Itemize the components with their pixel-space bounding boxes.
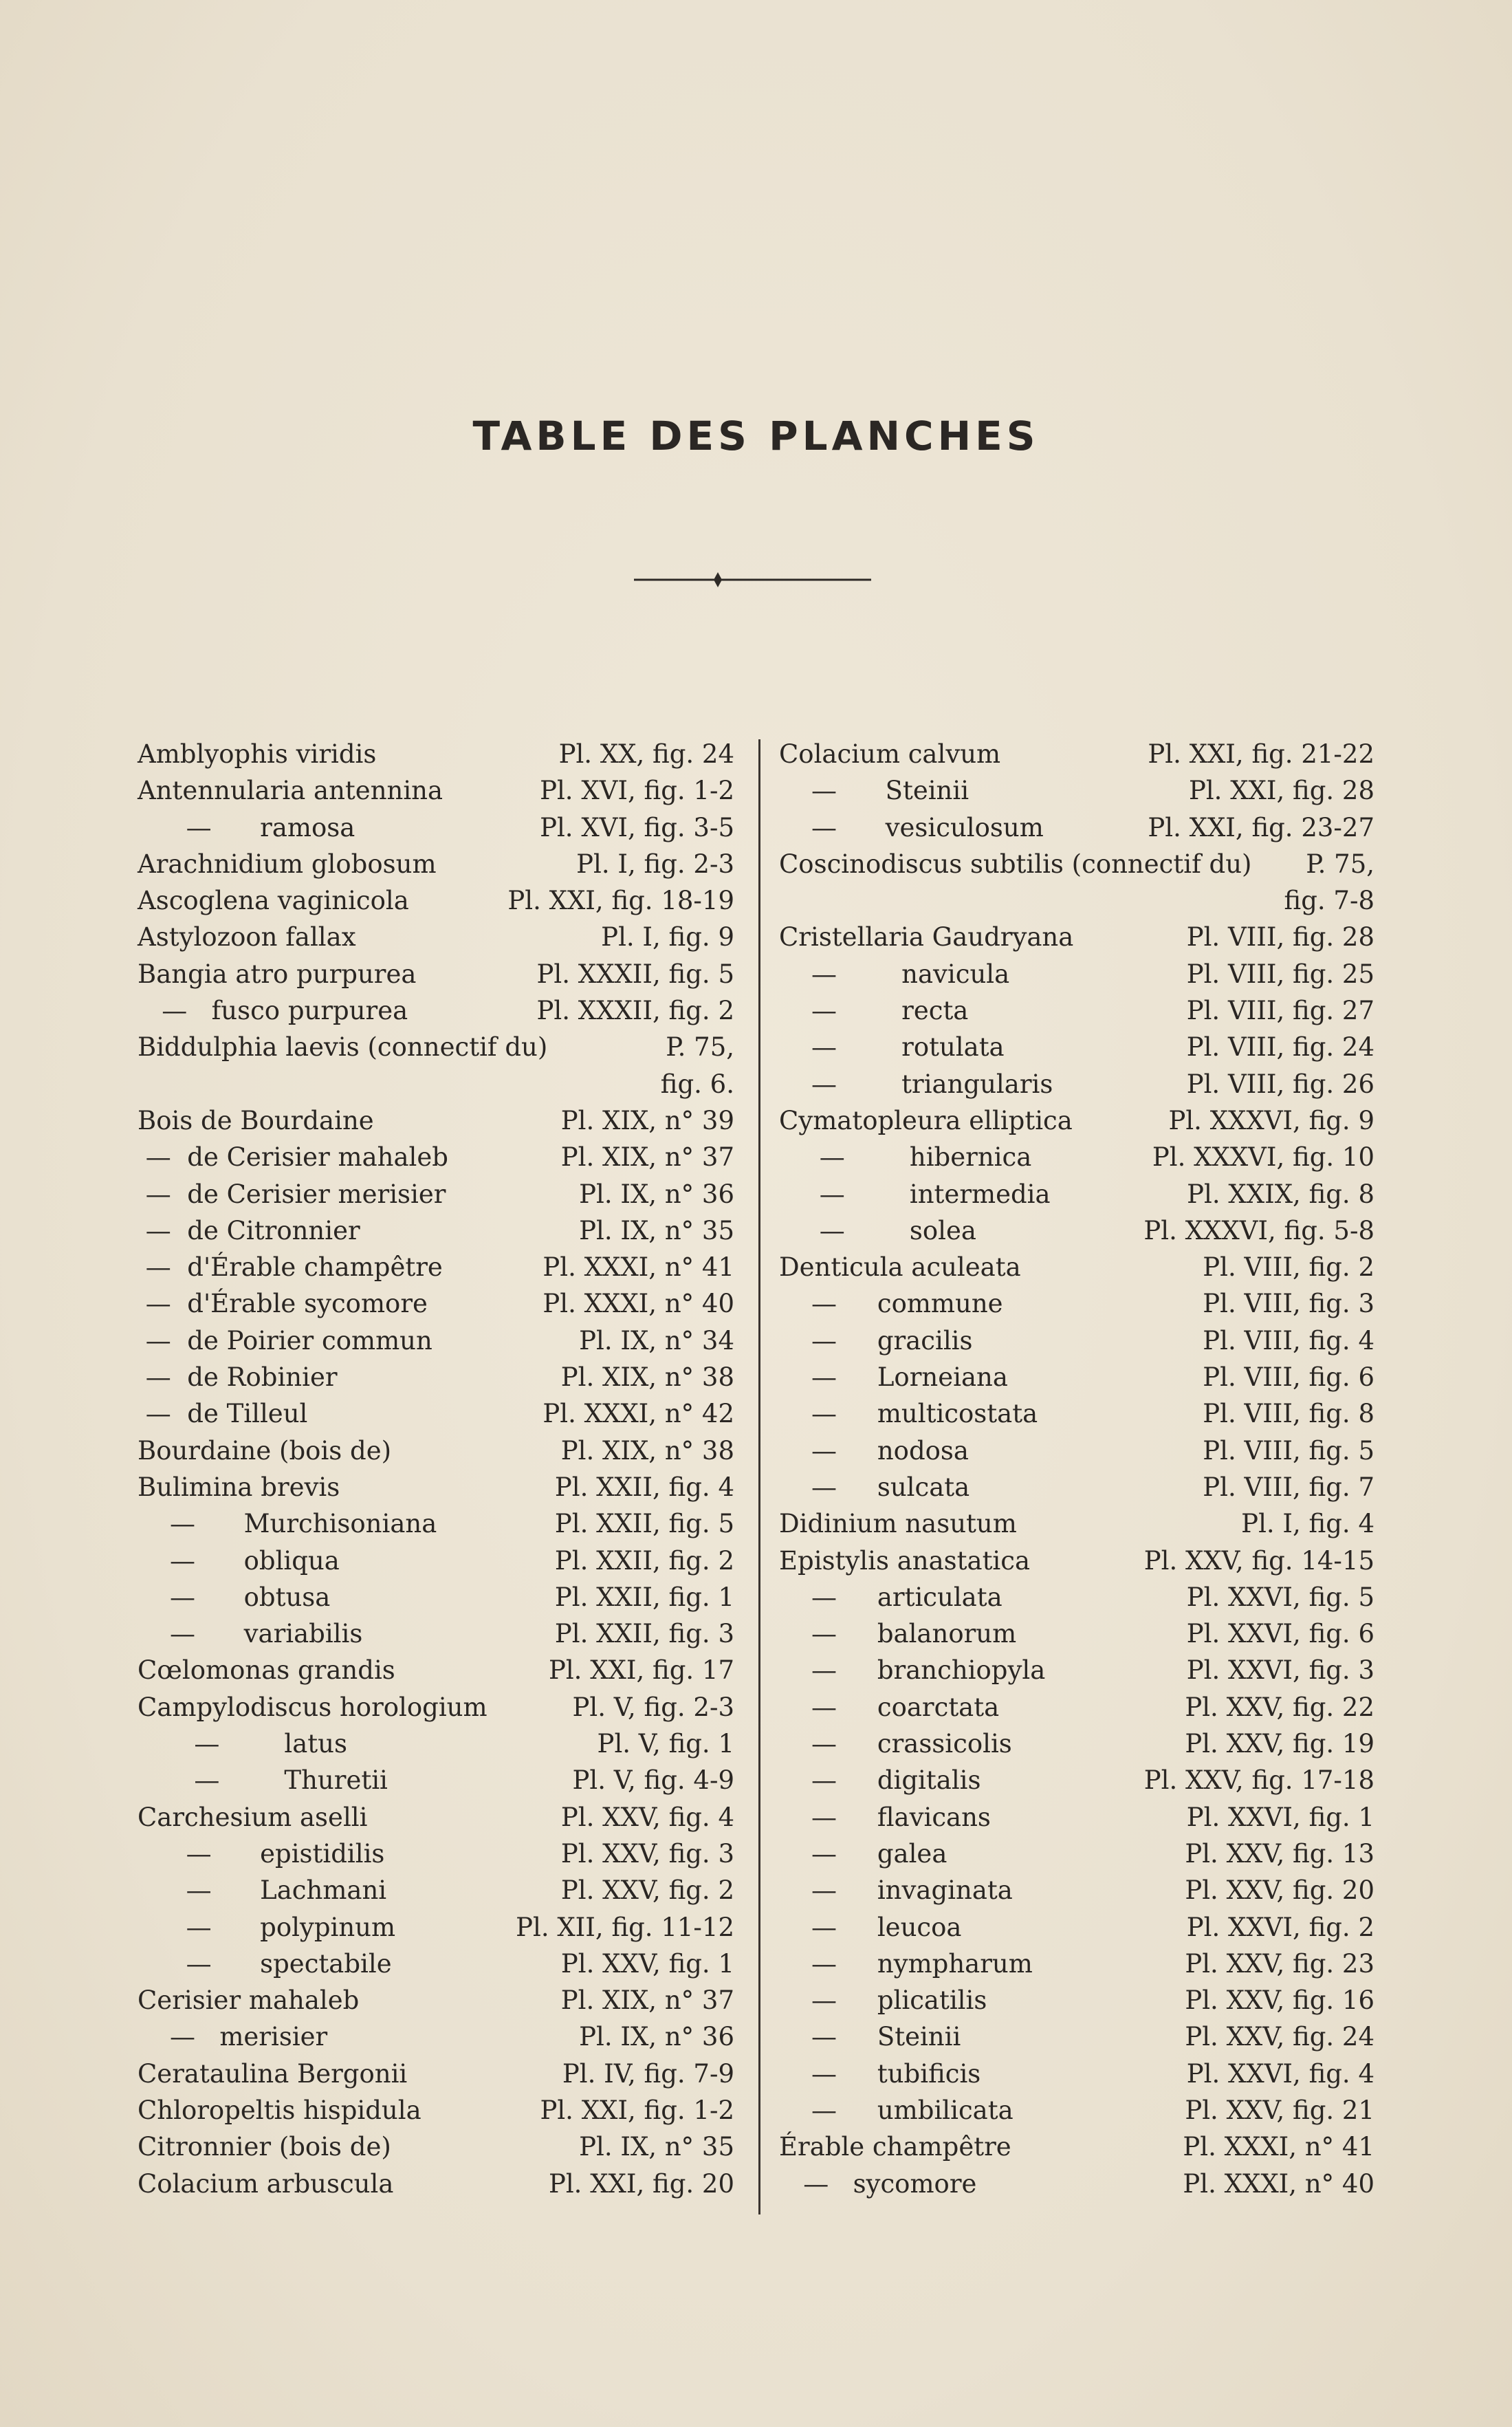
index-entry (138, 1872, 734, 1908)
plate-reference: Pl. XII, fig. 11-12 (516, 1912, 734, 1942)
plate-reference: Pl. XVI, fig. 1-2 (540, 776, 734, 806)
index-entry (138, 882, 734, 919)
index-entry (779, 2166, 1374, 2202)
plate-reference: Pl. XXI, fig. 17 (548, 1655, 734, 1686)
plate-reference: Pl. VIII, fig. 28 (1186, 922, 1374, 953)
index-entry (138, 1395, 734, 1432)
plate-reference: Pl. XIX, n° 39 (560, 1105, 734, 1135)
entry-name: — ramosa (138, 812, 355, 842)
plate-reference: Pl. VIII, fig. 4 (1203, 1325, 1374, 1356)
entry-name: — Murchisoniana (138, 1509, 437, 1539)
index-entry (779, 1102, 1374, 1139)
index-entry (138, 2056, 734, 2092)
index-entry (138, 1946, 734, 1982)
entry-name: — de Citronnier (138, 1215, 360, 1245)
plate-reference: Pl. XXV, fig. 24 (1185, 2022, 1374, 2052)
entry-name: — sycomore (779, 2168, 977, 2199)
plate-reference: P. 75, (666, 1032, 734, 1063)
index-entry (138, 2129, 734, 2165)
index-entry (779, 1615, 1374, 1652)
index-entry (138, 2166, 734, 2202)
entry-name: Coscinodiscus subtilis (connectif du) (779, 849, 1252, 879)
plate-reference: Pl. XXXI, n° 41 (543, 1252, 734, 1283)
plate-reference: Pl. I, fig. 9 (601, 922, 734, 953)
entry-name: — Lachmani (138, 1875, 387, 1906)
plate-reference: Pl. XXXII, fig. 5 (536, 959, 734, 989)
entry-name: — vesiculosum (779, 812, 1044, 842)
index-entry (138, 2092, 734, 2129)
entry-name: Bourdaine (bois de) (138, 1435, 392, 1466)
plate-reference: Pl. XXXVI, fig. 10 (1152, 1142, 1374, 1173)
entry-name: — Steinii (779, 2022, 961, 2052)
index-entry (138, 1909, 734, 1946)
entry-name: — branchiopyla (779, 1655, 1046, 1686)
index-entry (138, 1433, 734, 1469)
index-entry (138, 1469, 734, 1505)
entry-name: — crassicolis (779, 1729, 1012, 1759)
index-entry (779, 1726, 1374, 1762)
plate-reference: Pl. XXV, fig. 3 (560, 1838, 734, 1869)
index-entry (138, 1323, 734, 1359)
index-entry (779, 809, 1374, 846)
index-entry (138, 736, 734, 772)
plate-reference: Pl. XXV, fig. 22 (1185, 1692, 1374, 1722)
plate-reference: Pl. VIII, fig. 25 (1186, 959, 1374, 989)
index-entry (138, 2018, 734, 2055)
plate-reference: Pl. XIX, n° 37 (560, 1142, 734, 1173)
index-entry (779, 1982, 1374, 2018)
plate-reference: Pl. XXXI, n° 42 (543, 1399, 734, 1429)
index-entry (779, 1176, 1374, 1212)
entry-name: — navicula (779, 959, 1010, 989)
index-entry (779, 1066, 1374, 1102)
entry-name: — merisier (138, 2022, 328, 2052)
entry-name: Antennularia antennina (138, 776, 443, 806)
entry-name: — digitalis (779, 1765, 981, 1796)
index-entry (779, 736, 1374, 772)
entry-name: — tubificis (779, 2058, 981, 2089)
entry-name: Érable champêtre (779, 2132, 1011, 2162)
index-entry (779, 1689, 1374, 1726)
index-entry (138, 1579, 734, 1615)
index-entry (138, 1029, 734, 1065)
plate-reference: Pl. XXI, fig. 28 (1188, 776, 1374, 806)
plate-reference: Pl. VIII, fig. 8 (1203, 1399, 1374, 1429)
entry-name: Ascoglena vaginicola (138, 886, 409, 916)
index-entry (779, 1469, 1374, 1505)
plate-reference: Pl. XXV, fig. 4 (560, 1802, 734, 1832)
plate-reference: Pl. XXV, fig. 20 (1185, 1875, 1374, 1906)
entry-name: — galea (779, 1838, 947, 1869)
entry-name: — spectabile (138, 1948, 392, 1979)
plate-reference: Pl. XXV, fig. 21 (1185, 2095, 1374, 2125)
plate-reference: Pl. V, fig. 2-3 (572, 1692, 734, 1722)
entry-name: — fusco purpurea (138, 996, 408, 1026)
plate-reference: Pl. XIX, n° 38 (560, 1362, 734, 1393)
plate-reference: Pl. IX, n° 36 (579, 1179, 734, 1209)
plate-reference: Pl. XXXI, n° 40 (543, 1289, 734, 1319)
entry-name: — variabilis (138, 1619, 363, 1649)
index-entry (138, 1285, 734, 1322)
entry-name: Chloropeltis hispidula (138, 2095, 421, 2125)
plate-reference: Pl. XXIX, fig. 8 (1187, 1179, 1374, 1209)
index-entry (779, 1762, 1374, 1798)
plate-reference: Pl. XXXI, n° 40 (1183, 2168, 1374, 2199)
entry-name: Bulimina brevis (138, 1472, 340, 1502)
index-entry (779, 1946, 1374, 1982)
entry-name: — de Cerisier merisier (138, 1179, 446, 1209)
plate-reference: Pl. XVI, fig. 3-5 (540, 812, 734, 842)
index-entry (779, 1212, 1374, 1249)
plate-reference: fig. 6. (660, 1069, 734, 1099)
plate-reference: Pl. VIII, fig. 5 (1203, 1435, 1374, 1466)
index-entry (779, 1139, 1374, 1175)
index-entry (779, 1652, 1374, 1688)
index-entry (138, 1689, 734, 1726)
entry-name: — hibernica (779, 1142, 1032, 1173)
index-entry (779, 1323, 1374, 1359)
entry-name: — coarctata (779, 1692, 1000, 1722)
index-column-right (779, 736, 1374, 2202)
plate-reference: Pl. XXII, fig. 5 (554, 1509, 734, 1539)
index-entry (138, 1982, 734, 2018)
plate-reference: Pl. XXVI, fig. 2 (1186, 1912, 1374, 1942)
index-entry (138, 846, 734, 882)
entry-name: — flavicans (779, 1802, 991, 1832)
plate-reference: Pl. VIII, fig. 6 (1203, 1362, 1374, 1393)
plate-reference: Pl. IX, n° 34 (579, 1325, 734, 1356)
entry-name: Epistylis anastatica (779, 1545, 1031, 1576)
entry-name: Citronnier (bois de) (138, 2132, 391, 2162)
index-entry (779, 846, 1374, 882)
entry-name: — umbilicata (779, 2095, 1014, 2125)
index-entry (138, 919, 734, 955)
index-entry (138, 956, 734, 992)
plate-reference: Pl. XXI, fig. 21-22 (1148, 739, 1374, 769)
plate-reference: Pl. V, fig. 1 (597, 1729, 734, 1759)
entry-name: — Steinii (779, 776, 969, 806)
index-entry (138, 1799, 734, 1836)
entry-name: — triangularis (779, 1069, 1053, 1099)
index-entry (779, 2129, 1374, 2165)
index-entry (138, 1505, 734, 1542)
plate-reference: Pl. XXII, fig. 1 (554, 1582, 734, 1612)
index-entry (779, 1359, 1374, 1395)
index-entry (138, 1102, 734, 1139)
entry-name: Cerisier mahaleb (138, 1985, 360, 2016)
index-entry (138, 1139, 734, 1175)
plate-reference: Pl. XXI, fig. 20 (548, 2168, 734, 2199)
entry-name: — intermedia (779, 1179, 1051, 1209)
index-entry (138, 1066, 734, 1102)
plate-reference: Pl. IX, n° 35 (579, 1215, 734, 1245)
index-entry (779, 1579, 1374, 1615)
plate-reference: Pl. XXV, fig. 16 (1185, 1985, 1374, 2016)
entry-name: — nympharum (779, 1948, 1033, 1979)
plate-reference: fig. 7-8 (1284, 886, 1374, 916)
plate-reference: Pl. XXVI, fig. 1 (1186, 1802, 1374, 1832)
plate-reference: Pl. XXXII, fig. 2 (536, 996, 734, 1026)
index-entry (779, 2056, 1374, 2092)
plate-reference: Pl. XXII, fig. 2 (554, 1545, 734, 1576)
entry-name: Bois de Bourdaine (138, 1105, 374, 1135)
plate-reference: Pl. IX, n° 36 (579, 2022, 734, 2052)
entry-name: — polypinum (138, 1912, 396, 1942)
entry-name: Denticula aculeata (779, 1252, 1021, 1283)
page-title: TABLE DES PLANCHES (472, 413, 1040, 459)
plate-reference: Pl. XXXVI, fig. 9 (1168, 1105, 1374, 1135)
plate-reference: Pl. XXV, fig. 2 (560, 1875, 734, 1906)
entry-name: — d'Érable sycomore (138, 1289, 428, 1319)
plate-reference: Pl. XXV, fig. 13 (1185, 1838, 1374, 1869)
index-entry (138, 1726, 734, 1762)
index-entry (138, 1359, 734, 1395)
entry-name: Carchesium aselli (138, 1802, 368, 1832)
plate-reference: Pl. XXV, fig. 19 (1185, 1729, 1374, 1759)
index-entry (779, 1836, 1374, 1872)
entry-name: Amblyophis viridis (138, 739, 377, 769)
entry-name: Colacium calvum (779, 739, 1001, 769)
index-entry (779, 1029, 1374, 1065)
index-entry (779, 1799, 1374, 1836)
index-entry (779, 1433, 1374, 1469)
entry-name: — de Tilleul (138, 1399, 308, 1429)
plate-reference: Pl. VIII, fig. 3 (1203, 1289, 1374, 1319)
index-entry (779, 919, 1374, 955)
index-entry (779, 772, 1374, 809)
index-entry (779, 2018, 1374, 2055)
index-entry (779, 1872, 1374, 1908)
entry-name: — plicatilis (779, 1985, 987, 2016)
entry-name: Cymatopleura elliptica (779, 1105, 1073, 1135)
index-entry (138, 1176, 734, 1212)
index-entry (138, 809, 734, 846)
entry-name: — sulcata (779, 1472, 970, 1502)
entry-name: — articulata (779, 1582, 1002, 1612)
plate-reference: Pl. XXV, fig. 1 (560, 1948, 734, 1979)
plate-reference: Pl. XXXI, n° 41 (1183, 2132, 1374, 2162)
plate-reference: Pl. I, fig. 2-3 (576, 849, 734, 879)
plate-reference: Pl. V, fig. 4-9 (572, 1765, 734, 1796)
index-entry (779, 1285, 1374, 1322)
plate-reference: P. 75, (1306, 849, 1374, 879)
index-entry (779, 956, 1374, 992)
index-entry (779, 2092, 1374, 2129)
plate-reference: Pl. XXII, fig. 4 (554, 1472, 734, 1502)
entry-name: Cerataulina Bergonii (138, 2058, 408, 2089)
plate-reference: Pl. XXII, fig. 3 (554, 1619, 734, 1649)
plate-reference: Pl. XXI, fig. 1-2 (540, 2095, 734, 2125)
entry-name: — balanorum (779, 1619, 1017, 1649)
entry-name: — multicostata (779, 1399, 1038, 1429)
entry-name: Arachnidium globosum (138, 849, 437, 879)
index-entry (138, 992, 734, 1029)
entry-name: — gracilis (779, 1325, 973, 1356)
index-entry (138, 1762, 734, 1798)
plate-reference: Pl. VIII, fig. 24 (1186, 1032, 1374, 1063)
index-entry (779, 882, 1374, 919)
index-entry (138, 1543, 734, 1579)
plate-reference: Pl. XIX, n° 38 (560, 1435, 734, 1466)
entry-name: Astylozoon fallax (138, 922, 356, 953)
entry-name: Bangia atro purpurea (138, 959, 417, 989)
plate-reference: Pl. XIX, n° 37 (560, 1985, 734, 2016)
index-entry (138, 1652, 734, 1688)
plate-reference: Pl. XX, fig. 24 (558, 739, 734, 769)
entry-name: Campylodiscus horologium (138, 1692, 487, 1722)
index-entry (779, 992, 1374, 1029)
plate-reference: Pl. VIII, fig. 2 (1203, 1252, 1374, 1283)
plate-reference: Pl. VIII, fig. 7 (1203, 1472, 1374, 1502)
plate-reference: Pl. XXV, fig. 23 (1185, 1948, 1374, 1979)
entry-name: — latus (138, 1729, 347, 1759)
plate-reference: Pl. XXI, fig. 23-27 (1148, 812, 1374, 842)
plate-reference: Pl. I, fig. 4 (1241, 1509, 1374, 1539)
index-entry (779, 1543, 1374, 1579)
index-entry (138, 1249, 734, 1285)
entry-name: — Lorneiana (779, 1362, 1008, 1393)
plate-reference: Pl. XXXVI, fig. 5-8 (1143, 1215, 1374, 1245)
entry-name: Didinium nasutum (779, 1509, 1017, 1539)
entry-name: — invaginata (779, 1875, 1013, 1906)
index-entry (138, 1615, 734, 1652)
index-entry (138, 772, 734, 809)
plate-reference: Pl. XXVI, fig. 3 (1186, 1655, 1374, 1686)
entry-name: Cristellaria Gaudryana (779, 922, 1074, 953)
plate-reference: Pl. XXV, fig. 17-18 (1143, 1765, 1374, 1796)
entry-name: — epistidilis (138, 1838, 385, 1869)
plate-reference: Pl. IX, n° 35 (579, 2132, 734, 2162)
entry-name: Biddulphia laevis (connectif du) (138, 1032, 548, 1063)
entry-name: — recta (779, 996, 969, 1026)
index-entry (779, 1395, 1374, 1432)
entry-name: — solea (779, 1215, 976, 1245)
entry-name: — de Poirier commun (138, 1325, 432, 1356)
entry-name: — commune (779, 1289, 1003, 1319)
entry-name: — obtusa (138, 1582, 331, 1612)
plate-reference: Pl. XXVI, fig. 5 (1186, 1582, 1374, 1612)
plate-reference: Pl. XXVI, fig. 6 (1186, 1619, 1374, 1649)
index-entry (779, 1249, 1374, 1285)
entry-name: — rotulata (779, 1032, 1005, 1063)
entry-name: Colacium arbuscula (138, 2168, 394, 2199)
plate-reference: Pl. XXV, fig. 14-15 (1143, 1545, 1374, 1576)
index-entry (138, 1836, 734, 1872)
column-divider (758, 739, 760, 2214)
entry-name: — obliqua (138, 1545, 340, 1576)
index-entry (779, 1909, 1374, 1946)
entry-name: — de Robinier (138, 1362, 338, 1393)
plate-reference: Pl. IV, fig. 7-9 (562, 2058, 734, 2089)
plate-reference: Pl. XXI, fig. 18-19 (507, 886, 734, 916)
index-column-left (138, 736, 734, 2202)
entry-name: — Thuretii (138, 1765, 388, 1796)
entry-name: — leucoa (779, 1912, 962, 1942)
plate-reference: Pl. VIII, fig. 27 (1186, 996, 1374, 1026)
index-entry (779, 1505, 1374, 1542)
entry-name: — de Cerisier mahaleb (138, 1142, 448, 1173)
index-entry (138, 1212, 734, 1249)
title-ornament (634, 569, 871, 590)
entry-name: Cœlomonas grandis (138, 1655, 395, 1686)
plate-reference: Pl. XXVI, fig. 4 (1186, 2058, 1374, 2089)
entry-name: — d'Érable champêtre (138, 1252, 443, 1283)
plate-reference: Pl. VIII, fig. 26 (1186, 1069, 1374, 1099)
entry-name: — nodosa (779, 1435, 969, 1466)
